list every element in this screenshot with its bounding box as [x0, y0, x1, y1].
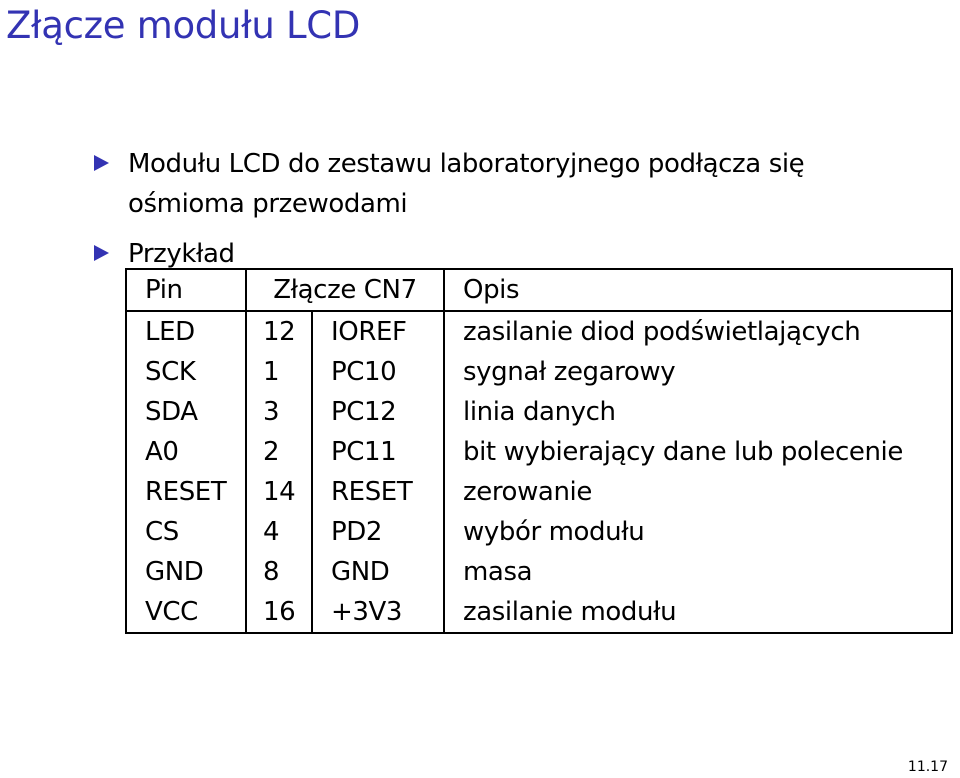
- cell-connector-number: 8: [246, 552, 312, 592]
- cell-connector-number: 3: [246, 392, 312, 432]
- bullet-list: [94, 144, 914, 284]
- cell-pin: LED: [145, 317, 195, 347]
- table-row: [126, 552, 952, 592]
- cell-connector-port: RESET: [312, 472, 444, 512]
- cell-connector-port: IOREF: [312, 311, 444, 352]
- cell-pin: GND: [145, 557, 204, 587]
- cell-description: sygnał zegarowy: [444, 352, 952, 392]
- header-connector: Złącze CN7: [246, 269, 444, 311]
- slide-title: Złącze modułu LCD: [6, 4, 361, 47]
- bullet-text-line: Przykład: [128, 239, 235, 269]
- cell-description: bit wybierający dane lub polecenie: [444, 432, 952, 472]
- table-row: [126, 592, 952, 633]
- table-row: [126, 392, 952, 432]
- cell-connector-number: 1: [246, 352, 312, 392]
- cell-description: wybór modułu: [444, 512, 952, 552]
- cell-connector-number: 4: [246, 512, 312, 552]
- cell-pin: SDA: [145, 397, 198, 427]
- cell-pin: A0: [145, 437, 179, 467]
- header-description: Opis: [444, 269, 952, 311]
- bullet-text-line: ośmioma przewodami: [128, 189, 408, 219]
- pin-table: [125, 268, 953, 634]
- cell-connector-port: PC12: [312, 392, 444, 432]
- triangle-bullet-icon: [94, 245, 109, 261]
- cell-connector-port: PC11: [312, 432, 444, 472]
- table-row: [126, 472, 952, 512]
- bullet-item: [94, 144, 914, 224]
- cell-pin: SCK: [145, 357, 196, 387]
- cell-connector-port: PC10: [312, 352, 444, 392]
- cell-pin: CS: [145, 517, 179, 547]
- cell-pin: VCC: [145, 597, 198, 627]
- cell-description: zasilanie diod podświetlających: [444, 311, 952, 352]
- cell-connector-number: 14: [246, 472, 312, 512]
- cell-description: masa: [444, 552, 952, 592]
- cell-description: zerowanie: [444, 472, 952, 512]
- triangle-bullet-icon: [94, 155, 109, 171]
- cell-connector-port: GND: [312, 552, 444, 592]
- cell-description: zasilanie modułu: [444, 592, 952, 633]
- page-number: 11.17: [907, 759, 948, 775]
- table-header-row: [126, 269, 952, 311]
- cell-description: linia danych: [444, 392, 952, 432]
- table-row: [126, 311, 952, 352]
- table-row: [126, 432, 952, 472]
- table-row: [126, 512, 952, 552]
- header-pin: Pin: [126, 269, 246, 311]
- table-body: [126, 311, 952, 633]
- table-row: [126, 352, 952, 392]
- cell-connector-number: 12: [246, 311, 312, 352]
- cell-connector-port: +3V3: [312, 592, 444, 633]
- bullet-text-line: Modułu LCD do zestawu laboratoryjnego podłącza się: [128, 149, 805, 179]
- cell-connector-number: 16: [246, 592, 312, 633]
- cell-connector-port: PD2: [312, 512, 444, 552]
- cell-connector-number: 2: [246, 432, 312, 472]
- cell-pin: RESET: [145, 477, 227, 507]
